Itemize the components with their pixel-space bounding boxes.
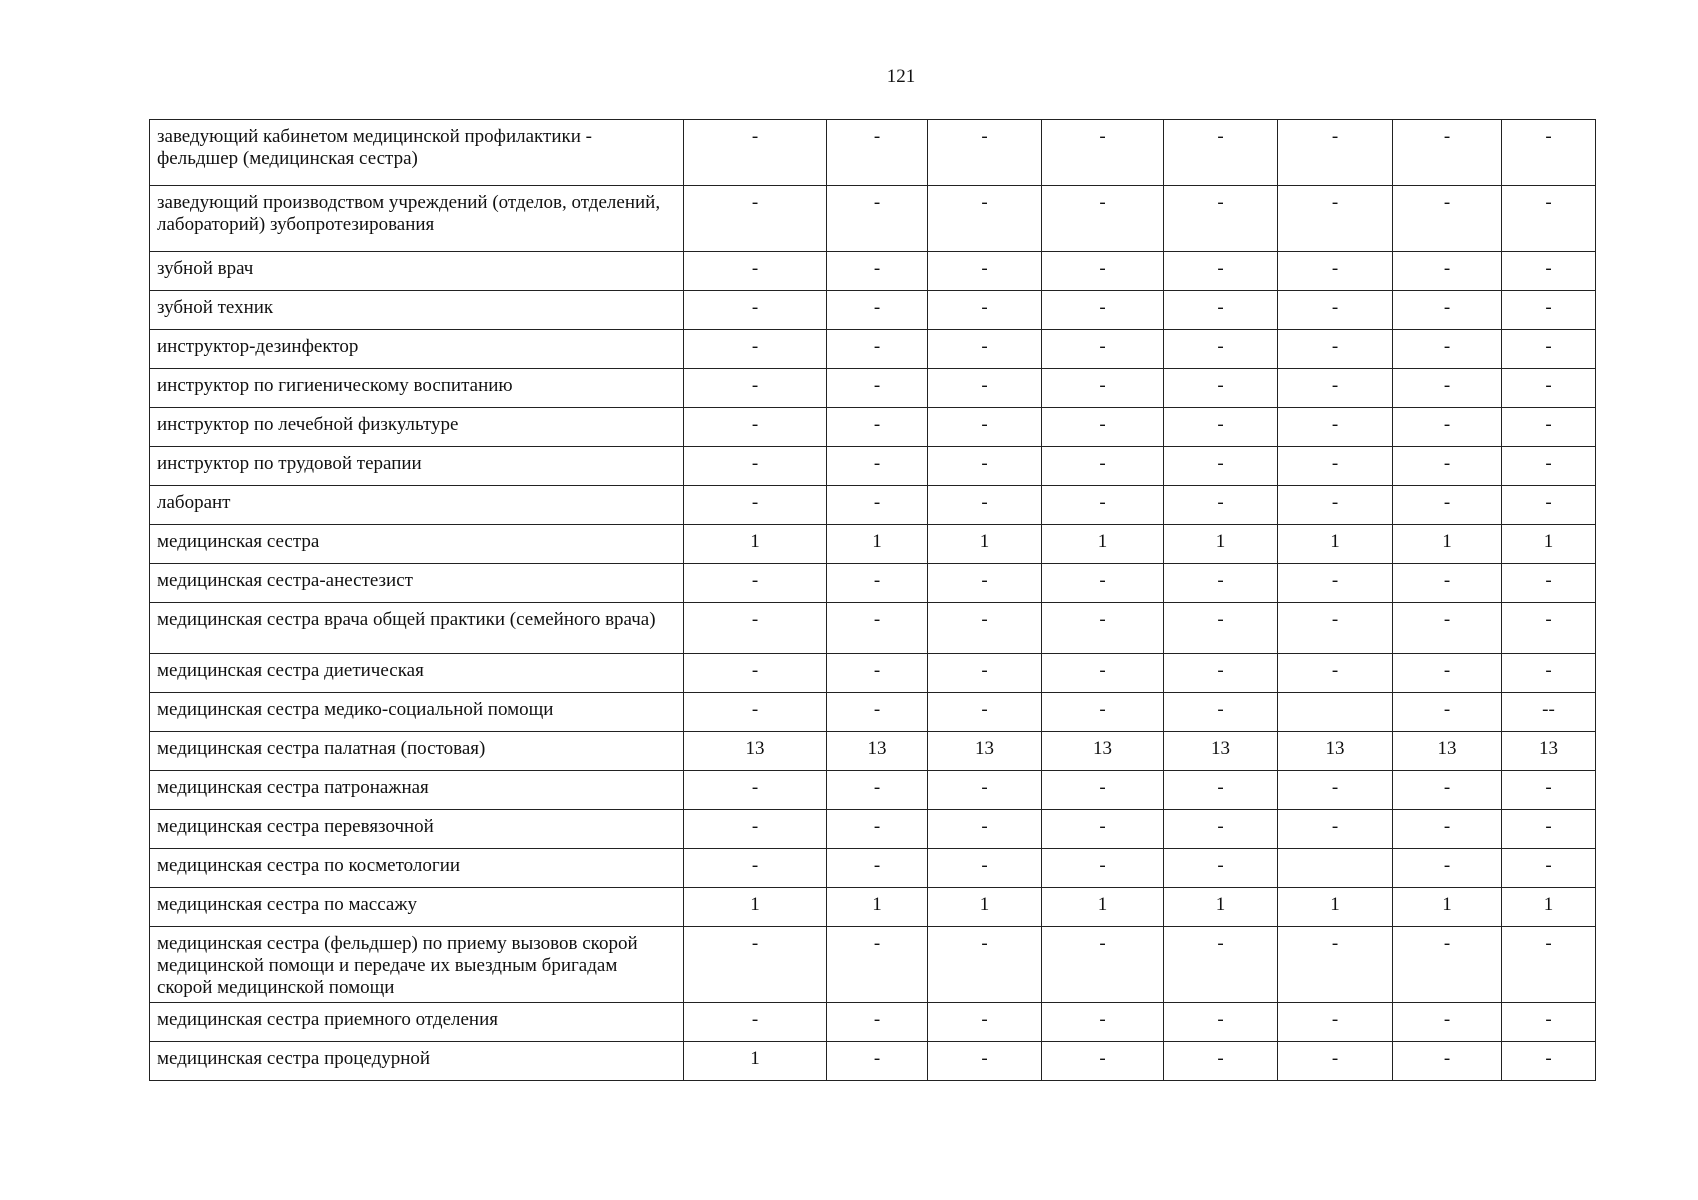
value-cell-col-7: - <box>1393 927 1502 1003</box>
value-cell-col-3: 13 <box>928 732 1042 771</box>
value-cell-col-5: - <box>1164 186 1278 252</box>
value-cell-col-7: - <box>1393 486 1502 525</box>
value-cell-col-3: - <box>928 927 1042 1003</box>
value-cell-col-1: 13 <box>684 732 827 771</box>
value-cell-col-8: - <box>1502 252 1596 291</box>
value-cell-col-5: - <box>1164 1042 1278 1081</box>
value-cell-col-4: - <box>1042 252 1164 291</box>
table-row <box>150 186 1596 252</box>
value-cell-col-8: - <box>1502 1042 1596 1081</box>
value-cell-col-4: - <box>1042 447 1164 486</box>
value-cell-col-3: - <box>928 447 1042 486</box>
value-cell-col-8: 1 <box>1502 525 1596 564</box>
value-cell-col-6: - <box>1278 120 1393 186</box>
value-cell-col-4: - <box>1042 330 1164 369</box>
value-cell-col-7: 13 <box>1393 732 1502 771</box>
value-cell-col-3: - <box>928 564 1042 603</box>
value-cell-col-1: - <box>684 810 827 849</box>
value-cell-col-4: - <box>1042 369 1164 408</box>
position-cell: инструктор по гигиеническому воспитанию <box>150 369 684 408</box>
value-cell-col-6: 13 <box>1278 732 1393 771</box>
value-cell-col-6: - <box>1278 654 1393 693</box>
value-cell-col-6: - <box>1278 810 1393 849</box>
value-cell-col-3: - <box>928 810 1042 849</box>
value-cell-col-3: - <box>928 771 1042 810</box>
value-cell-col-6: - <box>1278 369 1393 408</box>
value-cell-col-1: - <box>684 408 827 447</box>
value-cell-col-7: - <box>1393 330 1502 369</box>
table-row <box>150 927 1596 1003</box>
value-cell-col-4: - <box>1042 291 1164 330</box>
value-cell-col-8: - <box>1502 927 1596 1003</box>
value-cell-col-5: - <box>1164 408 1278 447</box>
position-cell: медицинская сестра перевязочной <box>150 810 684 849</box>
value-cell-col-4: - <box>1042 654 1164 693</box>
value-cell-col-2: - <box>827 654 928 693</box>
value-cell-col-7: - <box>1393 693 1502 732</box>
value-cell-col-2: - <box>827 564 928 603</box>
value-cell-col-6: - <box>1278 486 1393 525</box>
value-cell-col-2: - <box>827 1003 928 1042</box>
value-cell-col-4: - <box>1042 564 1164 603</box>
value-cell-col-2: - <box>827 603 928 654</box>
position-cell: медицинская сестра диетическая <box>150 654 684 693</box>
value-cell-col-2: - <box>827 408 928 447</box>
value-cell-col-7: 1 <box>1393 525 1502 564</box>
value-cell-col-4: - <box>1042 486 1164 525</box>
value-cell-col-3: 1 <box>928 888 1042 927</box>
value-cell-col-4: - <box>1042 927 1164 1003</box>
page-number: 121 <box>886 66 916 87</box>
value-cell-col-4: - <box>1042 693 1164 732</box>
value-cell-col-8: 1 <box>1502 888 1596 927</box>
value-cell-col-5: 13 <box>1164 732 1278 771</box>
value-cell-col-1: - <box>684 486 827 525</box>
position-cell: инструктор-дезинфектор <box>150 330 684 369</box>
value-cell-col-5: 1 <box>1164 525 1278 564</box>
position-cell: медицинская сестра по массажу <box>150 888 684 927</box>
value-cell-col-8: - <box>1502 408 1596 447</box>
value-cell-col-4: - <box>1042 408 1164 447</box>
value-cell-col-6: - <box>1278 771 1393 810</box>
value-cell-col-7: - <box>1393 186 1502 252</box>
value-cell-col-7: - <box>1393 408 1502 447</box>
table-row <box>150 732 1596 771</box>
position-cell: медицинская сестра <box>150 525 684 564</box>
value-cell-col-2: - <box>827 120 928 186</box>
position-cell: медицинская сестра-анестезист <box>150 564 684 603</box>
table-row <box>150 849 1596 888</box>
value-cell-col-6: - <box>1278 291 1393 330</box>
value-cell-col-8: - <box>1502 771 1596 810</box>
staffing-table <box>149 119 1596 1081</box>
value-cell-col-7: - <box>1393 771 1502 810</box>
value-cell-col-8: - <box>1502 654 1596 693</box>
value-cell-col-8: - <box>1502 810 1596 849</box>
value-cell-col-4: - <box>1042 186 1164 252</box>
position-cell: заведующий производством учреждений (отделов, отделений, лабораторий) зубопротезирования <box>150 186 684 252</box>
value-cell-col-1: - <box>684 291 827 330</box>
value-cell-col-2: - <box>827 186 928 252</box>
value-cell-col-6: 1 <box>1278 888 1393 927</box>
value-cell-col-3: - <box>928 1042 1042 1081</box>
value-cell-col-4: 13 <box>1042 732 1164 771</box>
value-cell-col-8: - <box>1502 603 1596 654</box>
value-cell-col-5: - <box>1164 252 1278 291</box>
value-cell-col-1: - <box>684 369 827 408</box>
value-cell-col-2: - <box>827 369 928 408</box>
value-cell-col-2: - <box>827 927 928 1003</box>
position-cell: медицинская сестра палатная (постовая) <box>150 732 684 771</box>
value-cell-col-6: - <box>1278 603 1393 654</box>
value-cell-col-8: - <box>1502 564 1596 603</box>
table-row <box>150 408 1596 447</box>
value-cell-col-7: - <box>1393 1042 1502 1081</box>
table-row <box>150 447 1596 486</box>
value-cell-col-2: - <box>827 849 928 888</box>
value-cell-col-1: - <box>684 654 827 693</box>
value-cell-col-5: - <box>1164 603 1278 654</box>
value-cell-col-3: - <box>928 849 1042 888</box>
value-cell-col-8: - <box>1502 369 1596 408</box>
value-cell-col-2: - <box>827 1042 928 1081</box>
value-cell-col-4: - <box>1042 771 1164 810</box>
value-cell-col-1: - <box>684 849 827 888</box>
value-cell-col-8: - <box>1502 120 1596 186</box>
value-cell-col-3: - <box>928 603 1042 654</box>
value-cell-col-6: - <box>1278 408 1393 447</box>
table-row <box>150 1003 1596 1042</box>
value-cell-col-1: - <box>684 693 827 732</box>
value-cell-col-5: - <box>1164 1003 1278 1042</box>
value-cell-col-5: - <box>1164 120 1278 186</box>
table-row <box>150 603 1596 654</box>
value-cell-col-4: 1 <box>1042 888 1164 927</box>
value-cell-col-2: - <box>827 447 928 486</box>
table-row <box>150 564 1596 603</box>
value-cell-col-6: - <box>1278 564 1393 603</box>
table-row <box>150 120 1596 186</box>
value-cell-col-7: 1 <box>1393 888 1502 927</box>
value-cell-col-8: - <box>1502 330 1596 369</box>
position-cell: медицинская сестра патронажная <box>150 771 684 810</box>
position-cell: медицинская сестра приемного отделения <box>150 1003 684 1042</box>
value-cell-col-4: - <box>1042 1042 1164 1081</box>
value-cell-col-5: - <box>1164 447 1278 486</box>
value-cell-col-8: - <box>1502 849 1596 888</box>
value-cell-col-8: - <box>1502 1003 1596 1042</box>
value-cell-col-8: -- <box>1502 693 1596 732</box>
position-cell: инструктор по трудовой терапии <box>150 447 684 486</box>
value-cell-col-3: - <box>928 330 1042 369</box>
value-cell-col-4: 1 <box>1042 525 1164 564</box>
value-cell-col-7: - <box>1393 120 1502 186</box>
value-cell-col-7: - <box>1393 810 1502 849</box>
value-cell-col-8: - <box>1502 186 1596 252</box>
value-cell-col-4: - <box>1042 810 1164 849</box>
value-cell-col-1: - <box>684 447 827 486</box>
value-cell-col-6: 1 <box>1278 525 1393 564</box>
table-row <box>150 810 1596 849</box>
value-cell-col-8: - <box>1502 447 1596 486</box>
value-cell-col-1: - <box>684 927 827 1003</box>
table-row <box>150 252 1596 291</box>
value-cell-col-2: - <box>827 693 928 732</box>
value-cell-col-3: - <box>928 252 1042 291</box>
value-cell-col-8: - <box>1502 486 1596 525</box>
table-row <box>150 330 1596 369</box>
value-cell-col-3: - <box>928 120 1042 186</box>
value-cell-col-3: - <box>928 693 1042 732</box>
value-cell-col-1: 1 <box>684 525 827 564</box>
value-cell-col-4: - <box>1042 603 1164 654</box>
value-cell-col-2: 1 <box>827 888 928 927</box>
value-cell-col-7: - <box>1393 849 1502 888</box>
value-cell-col-6: - <box>1278 330 1393 369</box>
value-cell-col-7: - <box>1393 564 1502 603</box>
value-cell-col-6: - <box>1278 1042 1393 1081</box>
table-row <box>150 654 1596 693</box>
value-cell-col-1: - <box>684 603 827 654</box>
value-cell-col-5: - <box>1164 771 1278 810</box>
position-cell: зубной врач <box>150 252 684 291</box>
position-cell: медицинская сестра медико-социальной помощи <box>150 693 684 732</box>
value-cell-col-2: - <box>827 291 928 330</box>
position-cell: медицинская сестра врача общей практики (семейного врача) <box>150 603 684 654</box>
value-cell-col-7: - <box>1393 447 1502 486</box>
table-row <box>150 693 1596 732</box>
value-cell-col-6: - <box>1278 447 1393 486</box>
value-cell-col-5: - <box>1164 810 1278 849</box>
value-cell-col-6: - <box>1278 1003 1393 1042</box>
position-cell: медицинская сестра (фельдшер) по приему вызовов скорой медицинской помощи и передаче их выездным бригадам скорой медицинской помощи <box>150 927 684 1003</box>
value-cell-col-2: - <box>827 252 928 291</box>
value-cell-col-1: - <box>684 330 827 369</box>
value-cell-col-7: - <box>1393 1003 1502 1042</box>
value-cell-col-6 <box>1278 849 1393 888</box>
value-cell-col-3: - <box>928 291 1042 330</box>
value-cell-col-1: - <box>684 252 827 291</box>
table-row <box>150 486 1596 525</box>
value-cell-col-5: - <box>1164 849 1278 888</box>
value-cell-col-3: 1 <box>928 525 1042 564</box>
value-cell-col-2: - <box>827 810 928 849</box>
value-cell-col-7: - <box>1393 369 1502 408</box>
value-cell-col-7: - <box>1393 654 1502 693</box>
value-cell-col-6: - <box>1278 252 1393 291</box>
value-cell-col-7: - <box>1393 291 1502 330</box>
value-cell-col-5: - <box>1164 693 1278 732</box>
value-cell-col-5: 1 <box>1164 888 1278 927</box>
position-cell: медицинская сестра процедурной <box>150 1042 684 1081</box>
value-cell-col-4: - <box>1042 849 1164 888</box>
table-row <box>150 1042 1596 1081</box>
value-cell-col-4: - <box>1042 120 1164 186</box>
value-cell-col-5: - <box>1164 927 1278 1003</box>
position-cell: лаборант <box>150 486 684 525</box>
position-cell: инструктор по лечебной физкультуре <box>150 408 684 447</box>
value-cell-col-5: - <box>1164 291 1278 330</box>
value-cell-col-6: - <box>1278 186 1393 252</box>
value-cell-col-5: - <box>1164 564 1278 603</box>
value-cell-col-1: 1 <box>684 1042 827 1081</box>
value-cell-col-5: - <box>1164 369 1278 408</box>
value-cell-col-8: 13 <box>1502 732 1596 771</box>
value-cell-col-6 <box>1278 693 1393 732</box>
table-row <box>150 771 1596 810</box>
table-row <box>150 888 1596 927</box>
value-cell-col-3: - <box>928 1003 1042 1042</box>
value-cell-col-1: - <box>684 120 827 186</box>
value-cell-col-4: - <box>1042 1003 1164 1042</box>
value-cell-col-7: - <box>1393 603 1502 654</box>
value-cell-col-1: - <box>684 771 827 810</box>
value-cell-col-1: - <box>684 1003 827 1042</box>
value-cell-col-1: - <box>684 186 827 252</box>
value-cell-col-5: - <box>1164 330 1278 369</box>
value-cell-col-2: - <box>827 486 928 525</box>
value-cell-col-2: - <box>827 330 928 369</box>
value-cell-col-3: - <box>928 369 1042 408</box>
value-cell-col-5: - <box>1164 486 1278 525</box>
position-cell: зубной техник <box>150 291 684 330</box>
table-row <box>150 369 1596 408</box>
value-cell-col-7: - <box>1393 252 1502 291</box>
position-cell: медицинская сестра по косметологии <box>150 849 684 888</box>
value-cell-col-3: - <box>928 654 1042 693</box>
value-cell-col-6: - <box>1278 927 1393 1003</box>
value-cell-col-5: - <box>1164 654 1278 693</box>
table-body <box>150 120 1596 1081</box>
position-cell: заведующий кабинетом медицинской профилактики - фельдшер (медицинская сестра) <box>150 120 684 186</box>
value-cell-col-3: - <box>928 186 1042 252</box>
value-cell-col-2: 1 <box>827 525 928 564</box>
table-row <box>150 525 1596 564</box>
table-row <box>150 291 1596 330</box>
value-cell-col-1: 1 <box>684 888 827 927</box>
value-cell-col-2: - <box>827 771 928 810</box>
value-cell-col-3: - <box>928 408 1042 447</box>
value-cell-col-3: - <box>928 486 1042 525</box>
value-cell-col-2: 13 <box>827 732 928 771</box>
value-cell-col-1: - <box>684 564 827 603</box>
value-cell-col-8: - <box>1502 291 1596 330</box>
